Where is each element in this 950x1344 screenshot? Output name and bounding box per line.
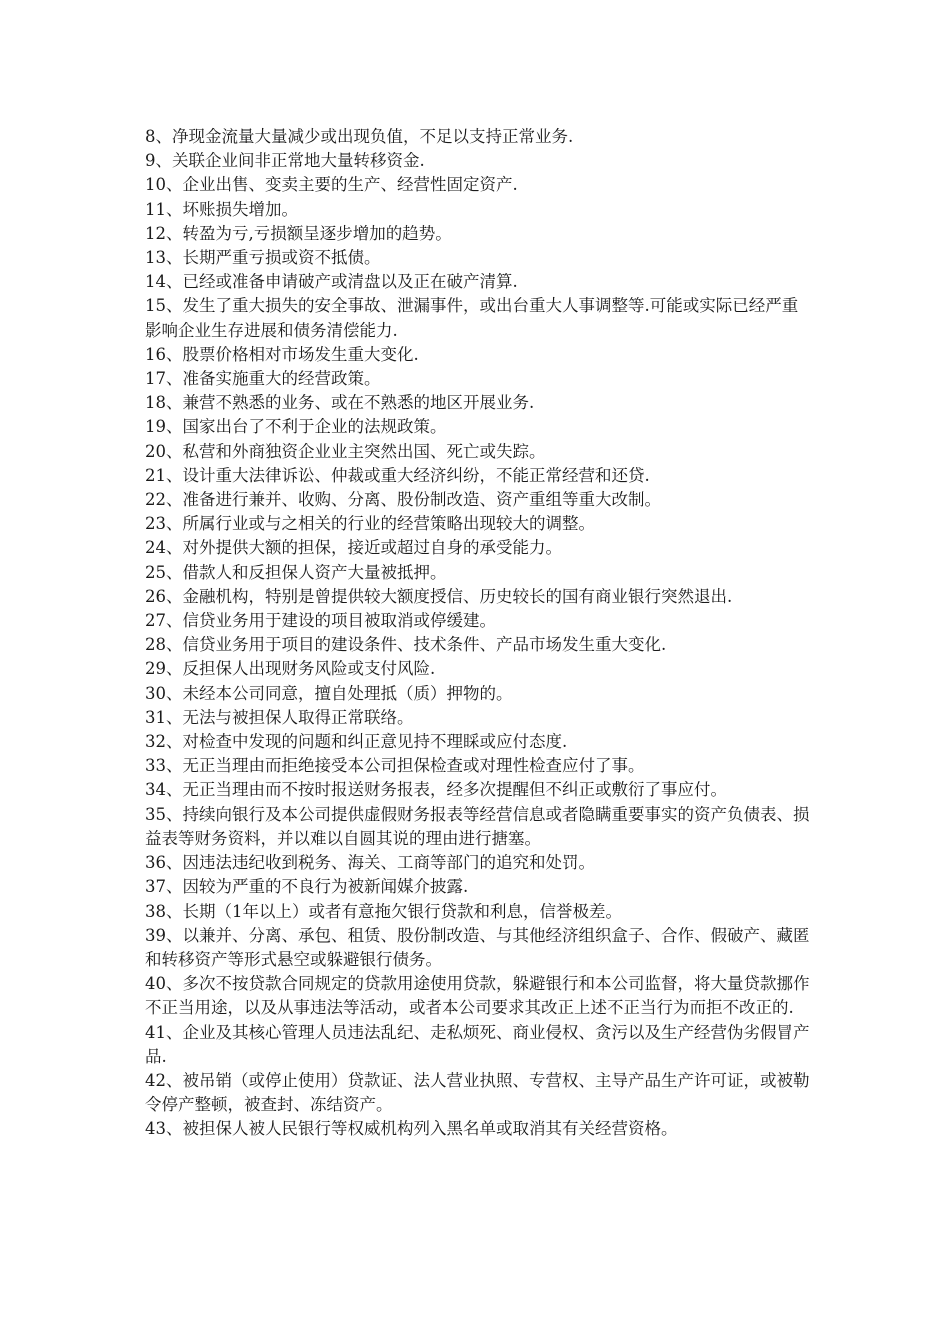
list-item: 25、借款人和反担保人资产大量被抵押。 [145, 562, 447, 582]
list-item: 30、未经本公司同意，擅自处理抵（质）押物的。 [145, 683, 513, 703]
list-item: 14、已经或准备申请破产或清盘以及正在破产清算. [145, 272, 518, 292]
list-item: 20、私营和外商独资企业业主突然出国、死亡或失踪。 [145, 441, 546, 461]
list-item: 15、发生了重大损失的安全事故、泄漏事件，或出台重大人事调整等.可能或实际已经严重影响企业生存进展和债务清偿能力. [145, 296, 799, 340]
list-item: 29、反担保人出现财务风险或支付风险. [145, 659, 436, 679]
list-item: 40、多次不按贷款合同规定的贷款用途使用贷款，躲避银行和本公司监督，将大量贷款挪作不正当用途，以及从事违法等活动，或者本公司要求其改正上述不正当行为而拒不改正的. [145, 974, 810, 1018]
list-item: 12、转盈为亏,亏损额呈逐步增加的趋势。 [145, 223, 452, 243]
list-item: 8、净现金流量大量减少或出现负值，不足以支持正常业务. [145, 127, 574, 146]
risk-signal-list [145, 125, 810, 1142]
list-item: 39、以兼并、分离、承包、租赁、股份制改造、与其他经济组织盒子、合作、假破产、藏匿和转移资产等形式悬空或躲避银行债务。 [145, 925, 810, 969]
list-item: 32、对检查中发现的问题和纠正意见持不理睬或应付态度. [145, 732, 568, 752]
list-item: 26、金融机构，特别是曾提供较大额度授信、历史较长的国有商业银行突然退出. [145, 586, 733, 606]
list-item: 21、设计重大法律诉讼、仲裁或重大经济纠纷，不能正常经营和还贷. [145, 465, 650, 485]
list-item: 38、长期（1年以上）或者有意拖欠银行贷款和利息，信誉极差。 [145, 901, 622, 921]
list-item: 33、无正当理由而拒绝接受本公司担保检查或对理性检查应付了事。 [145, 756, 645, 776]
list-item: 41、企业及其核心管理人员违法乱纪、走私烦死、商业侵权、贪污以及生产经营伪劣假冒产品. [145, 1022, 810, 1066]
list-item: 16、股票价格相对市场发生重大变化. [145, 344, 419, 364]
list-item: 13、长期严重亏损或资不抵债。 [145, 248, 381, 268]
list-item: 22、准备进行兼并、收购、分离、股份制改造、资产重组等重大改制。 [145, 490, 661, 510]
list-item: 17、准备实施重大的经营政策。 [145, 369, 381, 389]
list-item: 27、信贷业务用于建设的项目被取消或停缓建。 [145, 611, 496, 631]
list-item: 10、企业出售、变卖主要的生产、经营性固定资产. [145, 175, 518, 195]
list-item: 36、因违法违纪收到税务、海关、工商等部门的追究和处罚。 [145, 853, 595, 873]
list-item: 34、无正当理由而不按时报送财务报表，经多次提醒但不纠正或敷衍了事应付。 [145, 780, 727, 800]
list-item: 37、因较为严重的不良行为被新闻媒介披露. [145, 877, 469, 897]
list-item: 35、持续向银行及本公司提供虚假财务报表等经营信息或者隐瞒重要事实的资产负债表、损益表等财务资料，并以难以自圆其说的理由进行搪塞。 [145, 804, 810, 848]
list-item: 23、所属行业或与之相关的行业的经营策略出现较大的调整。 [145, 514, 595, 534]
list-item: 31、无法与被担保人取得正常联络。 [145, 707, 414, 727]
list-item: 24、对外提供大额的担保，接近或超过自身的承受能力。 [145, 538, 562, 558]
list-item: 43、被担保人被人民银行等权威机构列入黑名单或取消其有关经营资格。 [145, 1119, 678, 1139]
list-item: 11、坏账损失增加。 [145, 199, 298, 219]
list-item: 9、关联企业间非正常地大量转移资金. [145, 151, 425, 171]
list-item: 18、兼营不熟悉的业务、或在不熟悉的地区开展业务. [145, 393, 535, 413]
list-item: 28、信贷业务用于项目的建设条件、技术条件、产品市场发生重大变化. [145, 635, 667, 655]
list-item: 42、被吊销（或停止使用）贷款证、法人营业执照、专营权、主导产品生产许可证，或被勒令停产整顿，被查封、冻结资产。 [145, 1070, 810, 1115]
list-item: 19、国家出台了不利于企业的法规政策。 [145, 417, 447, 437]
